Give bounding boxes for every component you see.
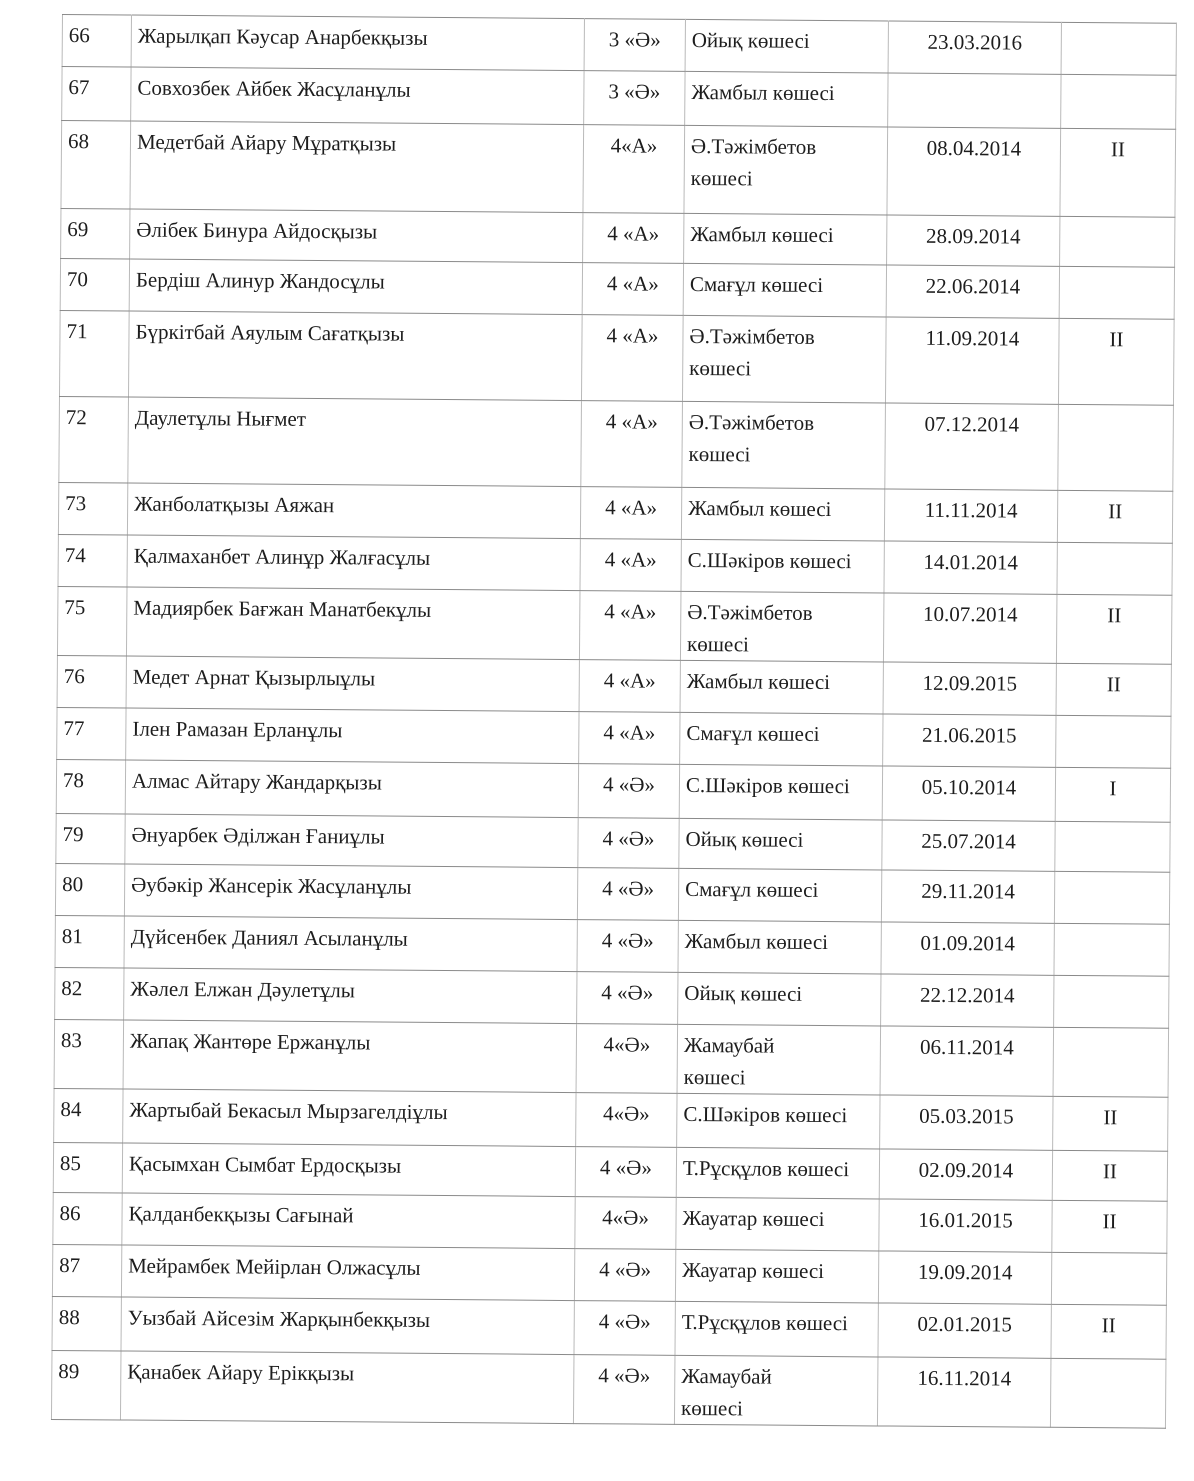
street-line: көшесі <box>688 441 751 467</box>
class-cell: 4 «А» <box>580 539 681 592</box>
street-line: Т.Рұсқұлов көшесі <box>681 1309 849 1336</box>
student-name-cell: Әлібек Бинура Айдосқызы <box>130 209 583 263</box>
street-cell <box>683 263 886 317</box>
street-line: С.Шәкіров көшесі <box>683 1101 848 1128</box>
street-cell <box>682 401 886 489</box>
street-line: Жамбыл көшесі <box>686 668 831 695</box>
row-number-cell: 80 <box>55 863 124 916</box>
table-row <box>61 208 1175 267</box>
student-name-cell: Жартыбай Бекасыл Мырзагелдіұлы <box>123 1089 576 1147</box>
street-line: көшесі <box>683 1064 746 1090</box>
street-line: С.Шәкіров көшесі <box>685 772 850 799</box>
row-number-cell: 68 <box>61 121 131 210</box>
row-number-cell: 87 <box>52 1244 121 1297</box>
street-cell <box>677 1093 880 1149</box>
table-row <box>57 586 1172 664</box>
roster-body <box>51 15 1176 1429</box>
street-cell <box>676 1197 879 1251</box>
student-name-cell: Мейрамбек Мейірлан Олжасұлы <box>121 1245 574 1301</box>
student-name-cell: Медет Арнат Қызырлыұлы <box>126 656 579 712</box>
student-name-cell: Жәлел Елжан Дәулетұлы <box>124 968 577 1024</box>
street-line: Смағұл көшесі <box>685 876 819 902</box>
row-number-cell: 78 <box>56 759 125 814</box>
birth-date-cell: 01.09.2014 <box>881 922 1054 975</box>
street-line: Ойық көшесі <box>691 27 810 53</box>
class-cell: 4 «Ә» <box>577 972 678 1025</box>
student-roster-table <box>51 14 1177 1429</box>
street-cell <box>680 712 883 766</box>
street-line: Ә.Тәжімбетов <box>688 409 815 435</box>
student-name-cell: Қасымхан Сымбат Ердосқызы <box>122 1143 575 1197</box>
student-name-cell: Даулетұлы Нығмет <box>128 397 582 487</box>
birth-date-cell: 02.09.2014 <box>879 1149 1052 1200</box>
street-cell <box>675 1301 878 1357</box>
table-row <box>59 396 1174 491</box>
student-name-cell: Мадиярбек Бағжан Манатбекұлы <box>126 587 580 660</box>
street-line: С.Шәкіров көшесі <box>687 547 852 574</box>
street-line: Жамбыл көшесі <box>684 928 829 955</box>
class-cell: 4 «А» <box>583 213 684 264</box>
student-name-cell: Жанболатқызы Аяжан <box>127 483 580 539</box>
row-number-cell: 82 <box>55 967 124 1020</box>
table-row <box>61 121 1176 218</box>
group-cell: II <box>1053 1096 1168 1151</box>
birth-date-cell: 22.06.2014 <box>886 265 1059 318</box>
student-name-cell: Бердіш Алинур Жандосұлы <box>129 259 582 315</box>
street-line: көшесі <box>690 165 753 191</box>
class-cell: 4«Ә» <box>575 1197 676 1250</box>
group-cell <box>1061 22 1176 75</box>
table-row <box>57 707 1171 768</box>
class-cell: 4 «Ә» <box>575 1147 676 1198</box>
row-number-cell: 84 <box>54 1088 123 1143</box>
birth-date-cell: 21.06.2015 <box>883 714 1056 767</box>
street-line: Ә.Тәжімбетов <box>690 133 817 159</box>
row-number-cell: 88 <box>52 1296 121 1351</box>
class-cell: 4 «Ә» <box>573 1355 675 1425</box>
group-cell <box>1051 1252 1166 1305</box>
student-name-cell: Әубәкір Жансерік Жасұланұлы <box>124 864 577 920</box>
class-cell: 4 «А» <box>579 591 681 661</box>
group-cell: II <box>1060 128 1176 217</box>
birth-date-cell <box>888 73 1061 128</box>
class-cell: 4 «А» <box>579 660 680 713</box>
street-line: Жамаубай <box>681 1363 772 1389</box>
group-cell: II <box>1052 1150 1167 1201</box>
table-row <box>53 1192 1167 1253</box>
student-name-cell: Қалданбекқызы Сағынай <box>122 1193 575 1249</box>
street-cell <box>678 920 881 974</box>
class-cell: 4 «Ә» <box>577 920 678 973</box>
class-cell: 4 «Ә» <box>574 1301 675 1356</box>
student-name-cell: Совхозбек Айбек Жасұланұлы <box>131 67 584 125</box>
birth-date-cell: 19.09.2014 <box>878 1251 1051 1304</box>
group-cell <box>1053 1027 1169 1097</box>
street-cell <box>678 972 881 1026</box>
row-number-cell: 76 <box>57 655 126 708</box>
group-cell: II <box>1051 1304 1166 1359</box>
group-cell <box>1054 871 1169 924</box>
class-cell: 4 «Ә» <box>577 868 678 921</box>
class-cell: 4 «А» <box>582 263 683 316</box>
street-line: Жамбыл көшесі <box>690 221 834 248</box>
class-cell: 4«А» <box>583 125 685 214</box>
group-cell: II <box>1058 318 1174 405</box>
street-line: көшесі <box>689 355 752 381</box>
street-cell <box>682 315 886 403</box>
student-name-cell: Қалмаханбет Алинұр Жалғасұлы <box>127 535 580 591</box>
student-name-cell: Бүркітбай Аяулым Сағатқызы <box>128 311 582 401</box>
table-row <box>60 258 1174 319</box>
street-line: Жамаубай <box>683 1032 775 1058</box>
birth-date-cell: 11.09.2014 <box>885 317 1059 404</box>
birth-date-cell: 23.03.2016 <box>888 21 1061 74</box>
row-number-cell: 79 <box>56 813 125 864</box>
student-name-cell: Жапақ Жантөре Ержанұлы <box>123 1020 577 1093</box>
class-cell: 3 «Ә» <box>584 71 685 126</box>
group-cell <box>1058 404 1174 491</box>
birth-date-cell: 28.09.2014 <box>887 215 1060 266</box>
class-cell: 4 «Ә» <box>578 818 679 869</box>
row-number-cell: 66 <box>62 15 131 68</box>
class-cell: 4 «А» <box>580 487 681 540</box>
group-cell <box>1059 266 1174 319</box>
street-line: Ә.Тәжімбетов <box>689 323 815 349</box>
street-cell <box>676 1147 879 1199</box>
table-row <box>62 15 1176 76</box>
birth-date-cell: 22.12.2014 <box>881 974 1054 1027</box>
row-number-cell: 86 <box>53 1192 122 1245</box>
birth-date-cell: 08.04.2014 <box>887 127 1061 216</box>
birth-date-cell: 05.10.2014 <box>882 766 1055 821</box>
table-row <box>51 1350 1166 1428</box>
group-cell <box>1057 542 1172 595</box>
group-cell <box>1056 715 1171 768</box>
group-cell <box>1054 975 1169 1028</box>
table-row <box>55 915 1169 976</box>
student-name-cell: Жарылқап Кәусар Анарбекқызы <box>131 15 584 71</box>
table-row <box>56 813 1170 872</box>
street-line: Ә.Тәжімбетов <box>687 599 813 625</box>
student-name-cell: Уызбай Айсезім Жарқынбекқызы <box>121 1297 574 1355</box>
table-row <box>55 967 1169 1028</box>
table-row <box>52 1296 1166 1359</box>
street-cell <box>685 71 888 127</box>
row-number-cell: 74 <box>58 534 127 587</box>
birth-date-cell: 06.11.2014 <box>880 1026 1054 1096</box>
group-cell: II <box>1057 490 1172 543</box>
row-number-cell: 77 <box>57 707 126 760</box>
street-cell <box>685 19 888 73</box>
birth-date-cell: 14.01.2014 <box>884 541 1057 594</box>
class-cell: 4 «А» <box>579 712 680 765</box>
table-row <box>53 1142 1167 1201</box>
street-cell <box>679 818 882 870</box>
table-row <box>58 534 1172 595</box>
row-number-cell: 73 <box>58 482 127 535</box>
group-cell: II <box>1056 663 1171 716</box>
table-row <box>55 863 1169 924</box>
street-cell <box>684 213 887 265</box>
student-name-cell: Ілен Рамазан Ерланұлы <box>126 708 579 764</box>
group-cell <box>1055 821 1170 872</box>
row-number-cell: 72 <box>59 396 129 483</box>
street-cell <box>681 487 884 541</box>
class-cell: 4 «А» <box>581 315 683 402</box>
table-row <box>54 1088 1168 1151</box>
street-cell <box>675 1249 878 1303</box>
class-cell: 4 «А» <box>581 401 683 488</box>
street-line: Ойық көшесі <box>685 826 804 852</box>
student-name-cell: Медетбай Айару Мұратқызы <box>130 121 584 213</box>
street-cell <box>674 1355 878 1426</box>
table-row <box>59 310 1174 405</box>
group-cell <box>1060 216 1175 267</box>
class-cell: 4 «Ә» <box>574 1249 675 1302</box>
group-cell <box>1061 74 1176 129</box>
street-line: Жамбыл көшесі <box>691 79 835 106</box>
birth-date-cell: 07.12.2014 <box>885 403 1059 490</box>
student-name-cell: Дүйсенбек Даниял Асыланұлы <box>124 916 577 972</box>
birth-date-cell: 05.03.2015 <box>880 1095 1053 1150</box>
table-row <box>54 1019 1169 1097</box>
class-cell: 4 «Ә» <box>578 764 679 819</box>
birth-date-cell: 25.07.2014 <box>882 820 1055 871</box>
street-line: Жамбыл көшесі <box>688 495 832 522</box>
birth-date-cell: 16.01.2015 <box>879 1199 1052 1252</box>
street-line: Жауатар көшесі <box>682 1205 825 1232</box>
street-line: Смағұл көшесі <box>689 271 824 297</box>
row-number-cell: 70 <box>60 258 129 311</box>
street-cell <box>684 125 888 215</box>
street-line: Ойық көшесі <box>684 980 803 1006</box>
street-cell <box>679 764 882 820</box>
street-cell <box>680 591 884 662</box>
row-number-cell: 89 <box>51 1350 121 1420</box>
student-name-cell: Алмас Айтару Жандарқызы <box>125 760 578 818</box>
street-line: көшесі <box>680 1395 744 1421</box>
row-number-cell: 71 <box>59 310 129 397</box>
birth-date-cell: 02.01.2015 <box>878 1303 1051 1358</box>
street-cell <box>678 868 881 922</box>
street-line: көшесі <box>686 631 750 657</box>
street-cell <box>680 660 883 714</box>
street-line: Смағұл көшесі <box>686 720 820 746</box>
street-line: Т.Рұсқұлов көшесі <box>682 1155 850 1182</box>
street-line: Жауатар көшесі <box>682 1257 825 1284</box>
class-cell: 3 «Ә» <box>584 19 685 72</box>
group-cell <box>1050 1358 1166 1428</box>
birth-date-cell: 16.11.2014 <box>877 1357 1051 1427</box>
row-number-cell: 83 <box>54 1019 124 1089</box>
student-name-cell: Қанабек Айару Ерікқызы <box>120 1351 574 1424</box>
row-number-cell: 69 <box>61 208 130 259</box>
class-cell: 4«Ә» <box>576 1093 677 1148</box>
street-cell <box>681 539 884 593</box>
table-row <box>58 482 1172 543</box>
table-row <box>62 67 1176 130</box>
birth-date-cell: 29.11.2014 <box>881 870 1054 923</box>
row-number-cell: 75 <box>57 586 127 656</box>
birth-date-cell: 11.11.2014 <box>884 489 1057 542</box>
table-row <box>57 655 1171 716</box>
street-cell <box>677 1024 881 1095</box>
group-cell: II <box>1052 1200 1167 1253</box>
student-name-cell: Әнуарбек Әділжан Ғаниұлы <box>125 814 578 868</box>
group-cell: II <box>1056 594 1172 664</box>
row-number-cell: 67 <box>62 67 131 122</box>
row-number-cell: 81 <box>55 915 124 968</box>
table-row <box>52 1244 1166 1305</box>
class-cell: 4«Ә» <box>576 1024 678 1094</box>
row-number-cell: 85 <box>53 1142 122 1193</box>
birth-date-cell: 10.07.2014 <box>883 593 1057 663</box>
group-cell <box>1054 923 1169 976</box>
table-row <box>56 759 1170 822</box>
group-cell: I <box>1055 767 1170 822</box>
birth-date-cell: 12.09.2015 <box>883 662 1056 715</box>
